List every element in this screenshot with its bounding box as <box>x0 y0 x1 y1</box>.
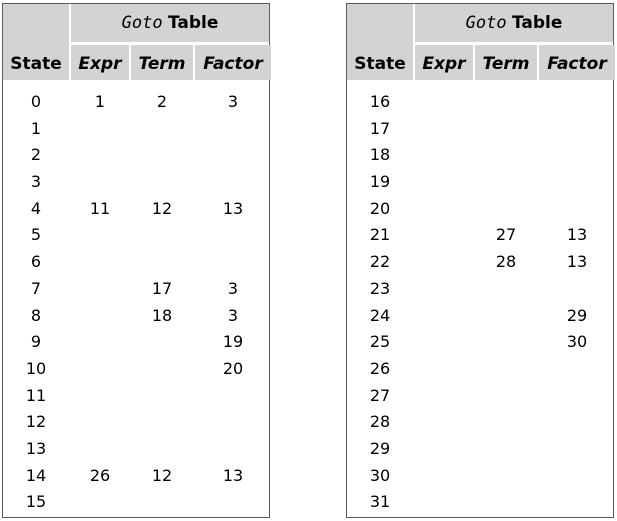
expr-cell <box>415 142 473 169</box>
state-cell: 22 <box>369 252 391 272</box>
factor-cell <box>195 436 271 463</box>
factor-cell: 30 <box>566 332 588 352</box>
expr-cell <box>415 409 473 436</box>
state-cell: 27 <box>369 385 391 405</box>
factor-cell: 13 <box>222 465 244 485</box>
state-cell: 29 <box>369 438 391 458</box>
term-cell <box>475 383 537 410</box>
term-cell <box>475 142 537 169</box>
goto-word: Goto <box>121 13 163 33</box>
term-cell <box>475 169 537 196</box>
state-cell: 7 <box>30 278 42 298</box>
state-cell: 28 <box>369 412 391 432</box>
table-row <box>3 222 269 249</box>
table-row <box>3 489 269 516</box>
term-cell <box>131 329 193 356</box>
term-cell: 2 <box>156 92 168 111</box>
table-row <box>347 436 613 463</box>
state-cell: 26 <box>369 358 391 378</box>
state-column-header <box>347 4 413 80</box>
state-cell: 3 <box>30 172 42 192</box>
state-cell: 11 <box>25 385 47 405</box>
factor-cell <box>195 169 271 196</box>
expr-cell <box>415 463 473 490</box>
factor-cell <box>195 383 271 410</box>
state-cell: 2 <box>30 145 42 165</box>
table-row <box>347 489 613 516</box>
factor-cell: 3 <box>227 92 239 111</box>
table-row <box>3 356 269 383</box>
expr-cell <box>71 276 129 303</box>
goto-word: Goto <box>465 13 507 33</box>
table-row <box>3 116 269 143</box>
expr-cell <box>71 303 129 330</box>
table-row <box>3 436 269 463</box>
goto-table-header <box>415 4 613 42</box>
state-header-label: State <box>10 54 62 74</box>
expr-column-header: Expr <box>71 45 129 80</box>
expr-cell <box>71 222 129 249</box>
expr-cell <box>71 409 129 436</box>
term-cell: 12 <box>151 198 173 218</box>
factor-cell: 20 <box>222 358 244 378</box>
factor-cell: 13 <box>566 225 588 245</box>
factor-cell: 3 <box>227 278 239 298</box>
table-row <box>3 276 269 303</box>
table-row <box>347 303 613 330</box>
expr-cell <box>415 169 473 196</box>
term-cell <box>475 89 537 116</box>
expr-cell <box>415 436 473 463</box>
factor-cell <box>539 116 615 143</box>
state-cell: 31 <box>369 492 391 512</box>
factor-cell <box>539 356 615 383</box>
table-word: Table <box>511 13 563 33</box>
factor-cell <box>539 409 615 436</box>
expr-cell <box>415 303 473 330</box>
term-cell <box>131 356 193 383</box>
expr-cell <box>415 89 473 116</box>
table-row <box>347 276 613 303</box>
term-cell <box>475 276 537 303</box>
state-cell: 8 <box>30 305 42 325</box>
state-cell: 21 <box>369 225 391 245</box>
term-cell <box>475 409 537 436</box>
expr-cell <box>415 116 473 143</box>
expr-cell <box>71 169 129 196</box>
term-cell <box>131 142 193 169</box>
expr-cell <box>415 329 473 356</box>
expr-cell: 11 <box>89 198 111 218</box>
state-cell: 14 <box>25 465 47 485</box>
table-row <box>347 356 613 383</box>
factor-cell <box>539 89 615 116</box>
term-cell <box>131 169 193 196</box>
table-body <box>347 89 613 516</box>
term-cell: 28 <box>495 252 517 272</box>
state-cell: 9 <box>30 332 42 352</box>
state-cell: 12 <box>25 412 47 432</box>
table-row <box>347 169 613 196</box>
table-row <box>347 409 613 436</box>
state-cell: 30 <box>369 465 391 485</box>
table-row <box>3 463 269 490</box>
expr-column-header: Expr <box>415 45 473 80</box>
table-row <box>3 383 269 410</box>
table-word: Table <box>167 13 219 33</box>
expr-cell <box>415 356 473 383</box>
expr-cell <box>71 383 129 410</box>
term-column-header: Term <box>475 45 537 80</box>
term-cell <box>131 489 193 516</box>
factor-cell: 29 <box>566 305 588 325</box>
factor-cell <box>195 409 271 436</box>
term-cell <box>475 489 537 516</box>
factor-cell <box>539 276 615 303</box>
term-cell <box>475 116 537 143</box>
term-cell <box>475 303 537 330</box>
table-row <box>347 116 613 143</box>
term-cell <box>131 249 193 276</box>
factor-cell <box>539 436 615 463</box>
term-cell: 12 <box>151 465 173 485</box>
state-cell: 13 <box>25 438 47 458</box>
table-row <box>347 196 613 223</box>
expr-cell: 26 <box>89 465 111 485</box>
factor-cell: 3 <box>227 305 239 325</box>
factor-cell <box>539 489 615 516</box>
factor-cell: 13 <box>566 252 588 272</box>
term-cell <box>131 222 193 249</box>
factor-cell <box>195 116 271 143</box>
expr-cell <box>71 116 129 143</box>
table-row <box>3 169 269 196</box>
state-cell: 10 <box>25 358 47 378</box>
state-cell: 5 <box>30 225 42 245</box>
table-row <box>3 409 269 436</box>
term-cell <box>131 383 193 410</box>
state-cell: 4 <box>30 198 42 218</box>
term-cell: 17 <box>151 278 173 298</box>
table-row <box>3 142 269 169</box>
state-cell: 24 <box>369 305 391 325</box>
factor-cell: 13 <box>222 198 244 218</box>
expr-cell <box>415 276 473 303</box>
term-cell <box>475 356 537 383</box>
table-row <box>347 249 613 276</box>
table-row <box>3 249 269 276</box>
state-cell: 19 <box>369 172 391 192</box>
state-cell: 0 <box>30 92 42 111</box>
factor-cell <box>539 463 615 490</box>
term-cell: 27 <box>495 225 517 245</box>
factor-cell <box>539 196 615 223</box>
goto-table-left <box>2 3 270 518</box>
term-cell <box>131 116 193 143</box>
expr-cell <box>415 222 473 249</box>
expr-cell <box>71 142 129 169</box>
factor-column-header: Factor <box>195 45 271 80</box>
state-cell: 20 <box>369 198 391 218</box>
expr-cell <box>71 249 129 276</box>
factor-cell <box>539 169 615 196</box>
table-row <box>347 463 613 490</box>
expr-cell <box>71 356 129 383</box>
goto-table-right <box>346 3 614 518</box>
table-body <box>3 89 269 516</box>
factor-cell <box>195 222 271 249</box>
state-cell: 6 <box>30 252 42 272</box>
state-cell: 18 <box>369 145 391 165</box>
factor-cell <box>195 142 271 169</box>
table-row <box>347 89 613 116</box>
term-cell <box>131 436 193 463</box>
expr-cell: 1 <box>94 92 106 111</box>
table-row <box>3 303 269 330</box>
state-cell: 25 <box>369 332 391 352</box>
expr-cell <box>415 489 473 516</box>
term-cell <box>475 436 537 463</box>
term-cell <box>475 463 537 490</box>
table-row <box>3 196 269 223</box>
term-cell <box>475 329 537 356</box>
state-header-label: State <box>354 54 406 74</box>
term-column-header: Term <box>131 45 193 80</box>
table-row <box>3 329 269 356</box>
state-cell: 17 <box>369 118 391 138</box>
expr-cell <box>415 383 473 410</box>
table-row <box>347 383 613 410</box>
expr-cell <box>71 329 129 356</box>
expr-cell <box>71 436 129 463</box>
table-row <box>347 142 613 169</box>
term-cell: 18 <box>151 305 173 325</box>
state-cell: 1 <box>30 118 42 138</box>
goto-table-header <box>71 4 269 42</box>
expr-cell <box>71 489 129 516</box>
state-cell: 16 <box>369 92 391 111</box>
factor-cell <box>539 142 615 169</box>
table-row <box>347 329 613 356</box>
term-cell <box>475 196 537 223</box>
factor-column-header: Factor <box>539 45 615 80</box>
table-row <box>3 89 269 116</box>
factor-cell <box>539 383 615 410</box>
expr-cell <box>415 249 473 276</box>
expr-cell <box>415 196 473 223</box>
state-column-header <box>3 4 69 80</box>
term-cell <box>131 409 193 436</box>
table-row <box>347 222 613 249</box>
state-cell: 23 <box>369 278 391 298</box>
factor-cell <box>195 249 271 276</box>
factor-cell: 19 <box>222 332 244 352</box>
state-cell: 15 <box>25 492 47 512</box>
factor-cell <box>195 489 271 516</box>
